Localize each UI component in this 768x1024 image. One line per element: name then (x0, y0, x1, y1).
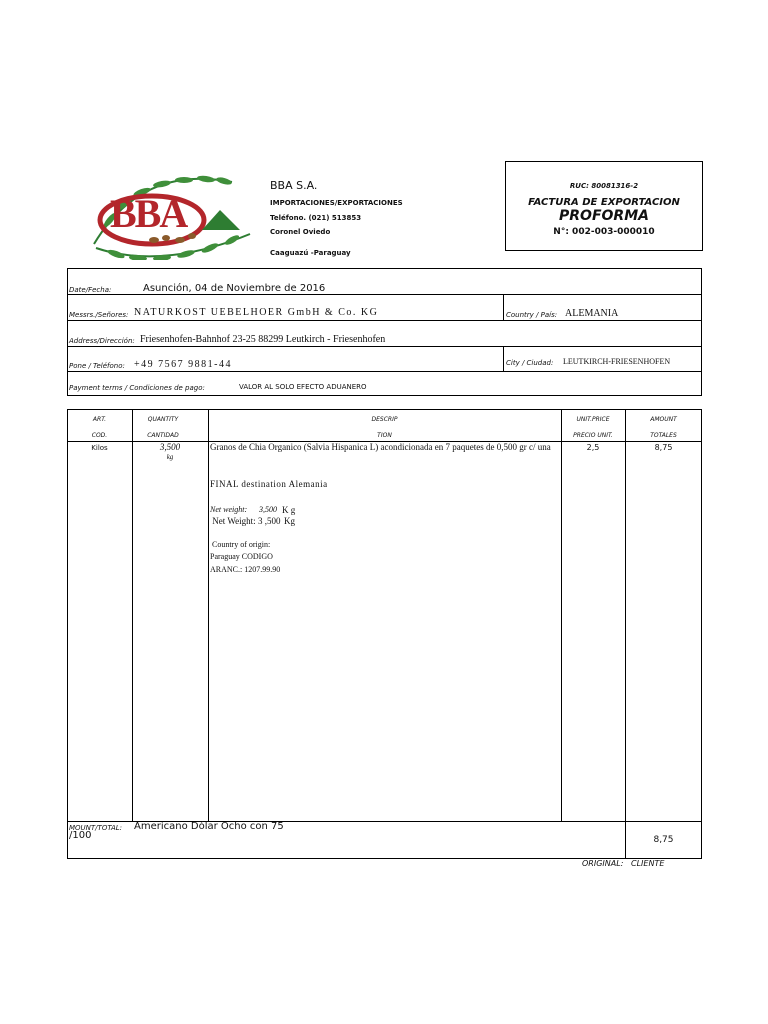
header-unit-price: UNIT.PRICE (576, 416, 610, 423)
invoice-number: N°: 002-003-000010 (553, 227, 655, 237)
invoice-subtitle: PROFORMA (559, 208, 649, 224)
country-value: ALEMANIA (565, 308, 619, 319)
date-value: Asunción, 04 de Noviembre de 2016 (143, 283, 326, 294)
city-value: LEUTKIRCH-FRIESENHOFEN (563, 357, 671, 366)
net-weight-unit: K g (282, 505, 296, 515)
row-quantity: 3,500 (159, 442, 181, 452)
header-amount: AMOUNT (650, 416, 677, 423)
items-table (67, 409, 702, 859)
total-label: MOUNT/TOTAL: (69, 824, 123, 832)
address-value: Friesenhofen-Bahnhof 23-25 88299 Leutkirch - Friesenhofen (140, 334, 386, 345)
messrs-value: NATURKOST UEBELHOER GmbH & Co. KG (134, 307, 379, 318)
invoice-title-box (505, 161, 703, 251)
origin-value: Paraguay CODIGO (210, 552, 273, 561)
net-weight-label: Net weight: (210, 505, 248, 514)
company-region: Caaguazú -Paraguay (270, 249, 351, 257)
net-weight2-value: 3 ,500 (258, 516, 281, 526)
total-fraction: /100 (69, 830, 92, 841)
row-description: Granos de Chia Organico (Salvia Hispanica L) acondicionada en 7 paquetes de 0,500 gr c/ una (210, 442, 551, 452)
net-weight2-unit: Kg (284, 516, 295, 526)
company-name: BBA S.A. (270, 179, 318, 192)
row-unit-price: 2,5 (586, 443, 600, 452)
payment-label: Payment terms / Condiciones de pago: (69, 384, 205, 392)
header-precio-unit: PRECIO UNIT. (573, 432, 613, 439)
phone-label: Pone / Teléfono: (69, 362, 125, 370)
phone-value: +49 7567 9881-44 (134, 359, 232, 370)
company-city: Coronel Oviedo (270, 228, 331, 236)
company-phone: Teléfono. (021) 513853 (270, 214, 362, 222)
row-quantity-unit: kg (166, 453, 174, 461)
header-descrip: DESCRIP (371, 416, 398, 423)
company-activity: IMPORTACIONES/EXPORTACIONES (270, 199, 403, 207)
header-cantidad: CANTIDAD (147, 432, 179, 439)
header-art: ART. (92, 416, 107, 423)
row-final-destination: FINAL destination Alemania (210, 479, 328, 489)
logo-text: BBA (110, 191, 187, 236)
company-logo (82, 174, 260, 260)
total-words: Americano Dólar Ocho con 75 (134, 821, 284, 832)
row-amount: 8,75 (654, 443, 673, 452)
payment-value: VALOR AL SOLO EFECTO ADUANERO (239, 383, 367, 391)
net-weight-value: 3,500 (259, 505, 277, 514)
origin-label: Country of origin: (210, 540, 271, 549)
ruc-number: RUC: 80081316-2 (569, 182, 639, 190)
date-label: Date/Fecha: (69, 286, 112, 294)
header-cod: COD. (91, 432, 108, 439)
address-label: Address/Dirección: (69, 337, 135, 345)
messrs-label: Messrs./Señores: (69, 311, 129, 319)
net-weight2-label: Net Weight: (210, 516, 256, 526)
invoice-type: FACTURA DE EXPORTACION (528, 197, 680, 208)
header-totales: TOTALES (650, 432, 677, 439)
row-unit: Kilos (91, 444, 108, 452)
aranc-code: ARANC.: 1207.99.90 (210, 565, 281, 574)
city-label: City / Ciudad: (506, 359, 554, 367)
header-quantity: QUANTITY (147, 416, 179, 423)
total-amount: 8,75 (653, 835, 674, 845)
header-tion: TION (377, 432, 392, 439)
copy-label: ORIGINAL: CLIENTE (582, 859, 665, 868)
country-label: Country / País: (506, 311, 558, 319)
